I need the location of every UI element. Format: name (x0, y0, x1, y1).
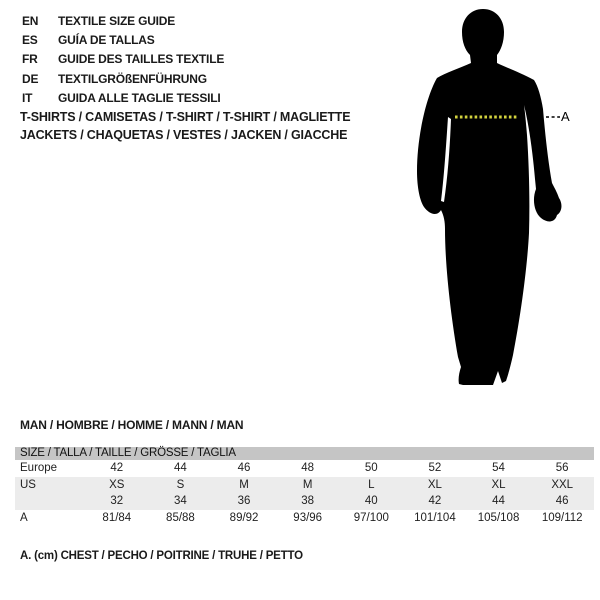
row-label: A (20, 511, 28, 524)
language-code: IT (22, 90, 33, 105)
category-line-tshirts: T-SHIRTS / CAMISETAS / T-SHIRT / T-SHIRT / MAGLIETTE (20, 110, 351, 124)
table-cell: 54 (492, 462, 505, 474)
table-cell: XL (491, 478, 506, 491)
language-row (22, 30, 224, 49)
footnote: A. (cm) CHEST / PECHO / POITRINE / TRUHE / PETTO (20, 550, 303, 562)
table-cell: 34 (174, 495, 187, 507)
table-cell: 93/96 (293, 511, 323, 524)
table-cell: 44 (174, 462, 187, 474)
table-cell: 48 (301, 462, 315, 474)
language-row (22, 88, 224, 107)
table-cell: 46 (237, 462, 251, 474)
table-cell: 105/108 (477, 511, 520, 524)
size-table-header: SIZE / TALLA / TAILLE / GRÖSSE / TAGLIA (15, 447, 594, 460)
language-code: DE (22, 71, 39, 86)
language-code: ES (22, 32, 38, 47)
table-cell: M (239, 478, 249, 491)
table-cell: 32 (110, 495, 124, 507)
table-cell: 52 (428, 462, 442, 474)
table-cell: 42 (428, 495, 442, 507)
table-cell: 36 (237, 495, 251, 507)
row-label (15, 493, 85, 510)
table-cell: 56 (555, 462, 569, 474)
table-row-chest (15, 510, 594, 527)
language-row (22, 50, 224, 69)
table-row-europe (15, 460, 594, 477)
table-cell: 81/84 (102, 511, 132, 524)
language-label: GUIDE DES TAILLES TEXTILE (58, 52, 225, 67)
table-cell: S (176, 478, 185, 491)
size-table (15, 447, 594, 526)
language-row (22, 69, 224, 88)
table-cell: 109/112 (541, 511, 583, 524)
man-silhouette-figure (405, 5, 580, 395)
row-label: Europe (20, 462, 58, 474)
table-cell: 97/100 (353, 511, 389, 524)
language-label: TEXTILGRÖßENFÜHRUNG (58, 71, 207, 86)
language-code: EN (22, 13, 39, 28)
table-cell: L (368, 478, 375, 491)
table-cell: 38 (301, 495, 315, 507)
measure-label-a: A (561, 109, 570, 124)
table-row-us (15, 477, 594, 494)
category-line-jackets: JACKETS / CHAQUETAS / VESTES / JACKEN / GIACCHE (20, 127, 348, 142)
language-code: FR (22, 52, 38, 67)
language-row (22, 11, 224, 30)
table-cell: XS (109, 478, 125, 491)
table-cell: XXL (551, 478, 574, 491)
table-cell: 89/92 (229, 511, 259, 524)
table-cell: 44 (492, 495, 505, 507)
language-label: GUÍA DE TALLAS (58, 32, 155, 47)
language-label: GUIDA ALLE TAGLIE TESSILI (58, 90, 221, 105)
category-titles (20, 109, 350, 144)
table-cell: M (302, 478, 313, 491)
language-label: TEXTILE SIZE GUIDE (58, 13, 176, 28)
table-cell: 50 (364, 462, 378, 474)
table-cell: 85/88 (166, 511, 195, 524)
man-silhouette (417, 9, 561, 385)
section-title-man: MAN / HOMBRE / HOMME / MANN / MAN (20, 418, 244, 432)
table-cell: 40 (364, 495, 378, 507)
table-cell: 101/104 (414, 511, 456, 524)
language-list (22, 11, 224, 107)
table-row-alt-size (15, 493, 594, 510)
row-label: US (20, 478, 36, 491)
man-silhouette-svg (405, 5, 580, 395)
table-cell: 46 (555, 495, 569, 507)
table-cell: 42 (110, 462, 124, 474)
table-cell: XL (427, 478, 442, 491)
